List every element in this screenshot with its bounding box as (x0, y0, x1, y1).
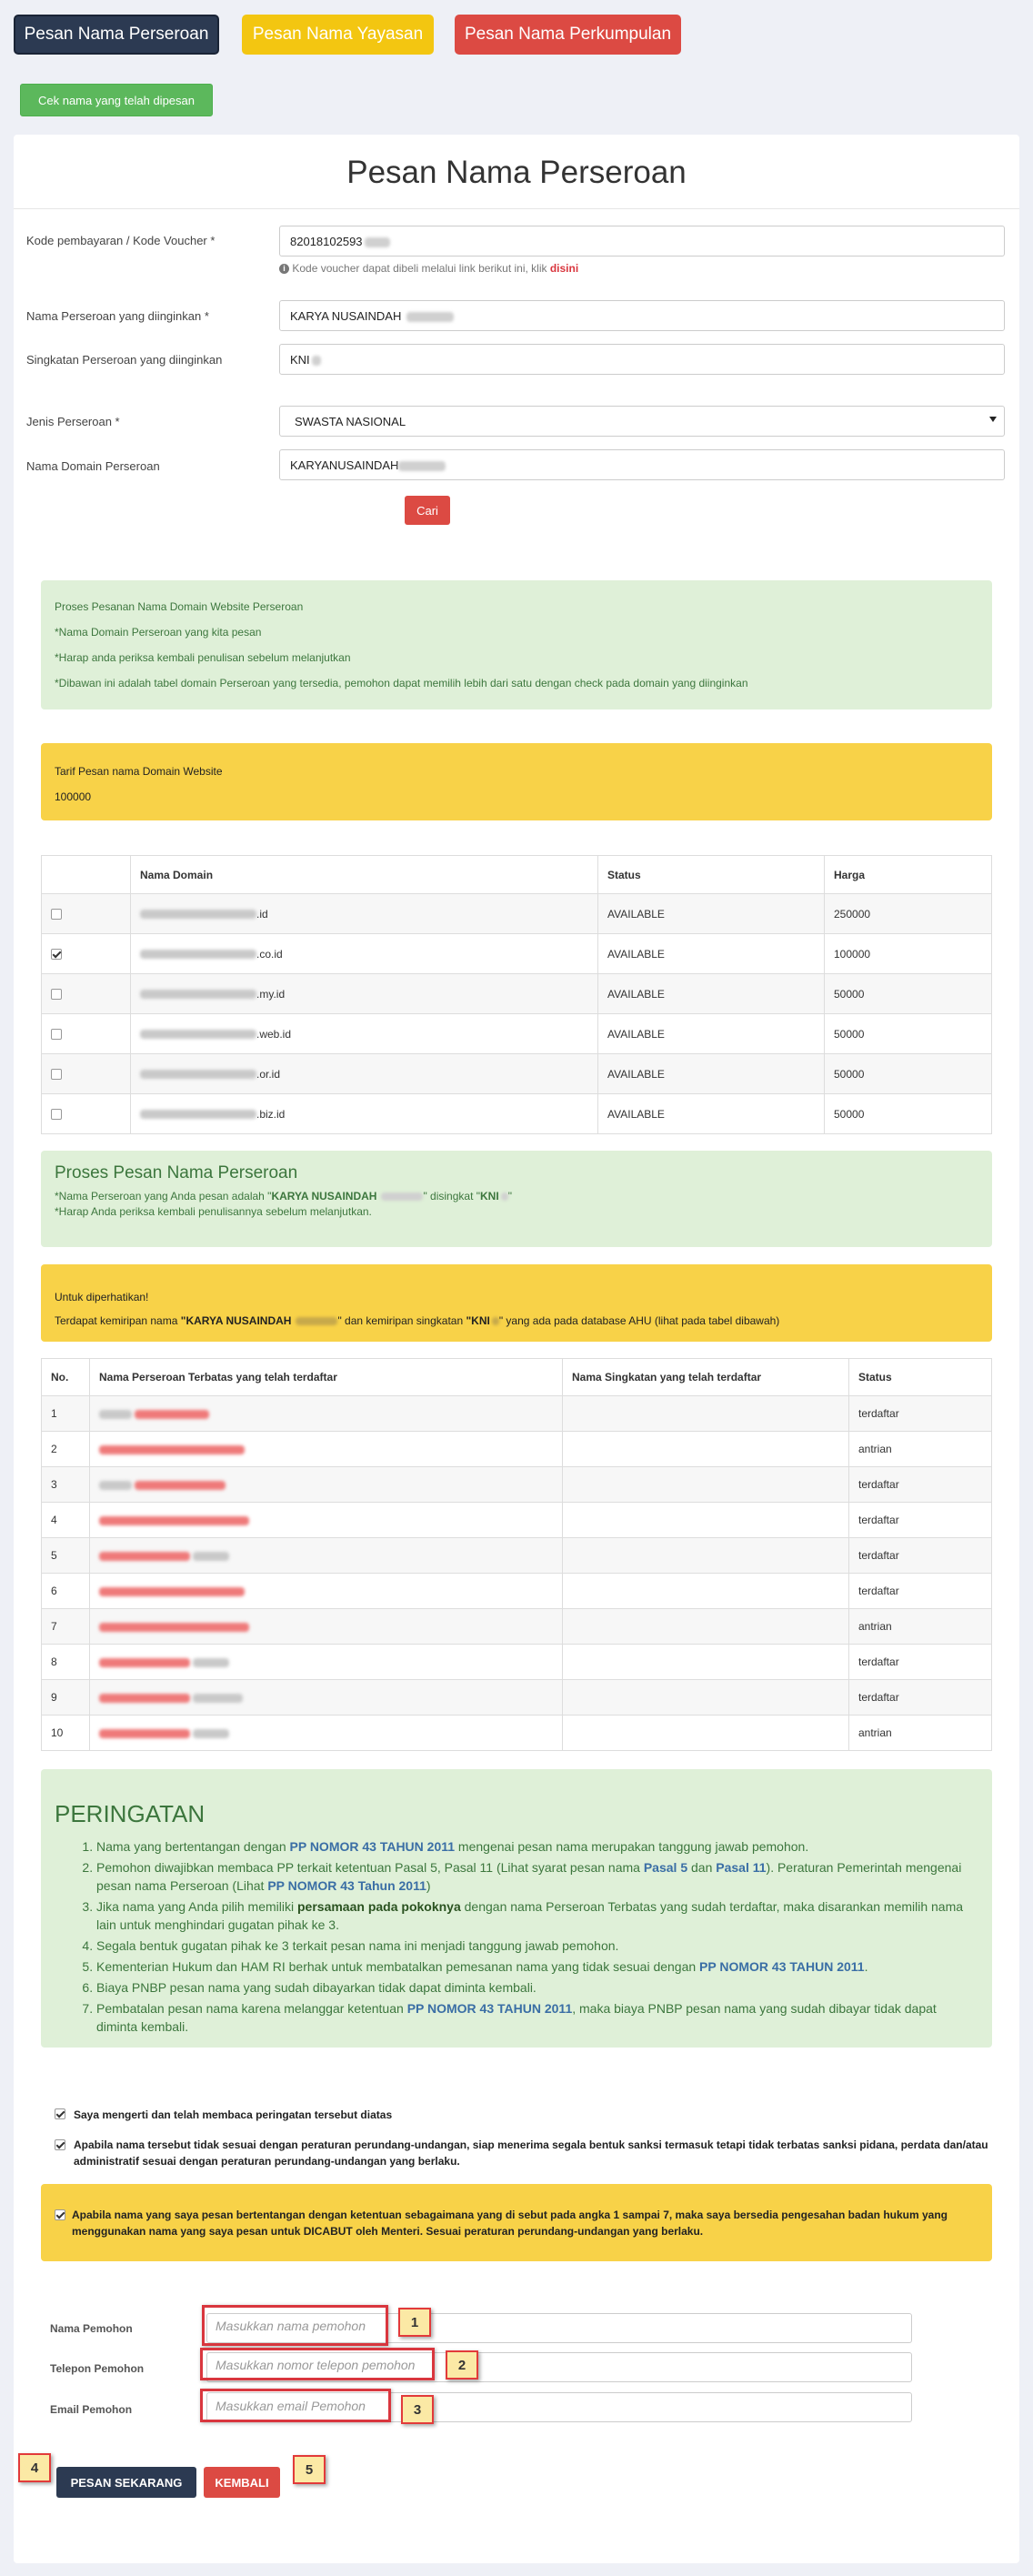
process-title: Proses Pesan Nama Perseroan (55, 1163, 298, 1182)
warning-item: 1. Nama yang bertentangan dengan PP NOMOR 43 TAHUN 2011 mengenai pesan nama merupakan tanggung jawab pemohon. (96, 1837, 978, 1856)
voucher-input[interactable] (279, 226, 1005, 257)
domain-price: 50000 (825, 1094, 992, 1134)
row-status: terdaftar (849, 1467, 992, 1503)
marker-3: 3 (401, 2395, 434, 2424)
domain-value: KARYANUSAINDAH (290, 458, 399, 472)
applicant-phone-label: Telepon Pemohon (50, 2362, 145, 2375)
warning-item: 5. Kementerian Hukum dan HAM RI berhak untuk membatalkan pemesanan nama yang tidak sesuai dengan PP NOMOR 43 TAHUN 2011. (96, 1957, 978, 1976)
agreement-3-checkbox[interactable] (55, 2209, 65, 2220)
table-row (42, 1574, 992, 1609)
domain-ext: .web.id (256, 1027, 292, 1041)
agreement-2-text: Apabila nama tersebut tidak sesuai dengan peraturan perundang-undangan, siap menerima segala bentuk sanksi termasuk tetapi tidak terbatas sanksi pidana, perdata dan/atau administratif sesuai dengan peraturan perundang-undangan yang berlaku. (74, 2138, 988, 2168)
domain-ext: .biz.id (256, 1107, 286, 1121)
domain-info-alert (41, 580, 992, 709)
process-line1 (55, 1189, 978, 1204)
agreement-1[interactable] (55, 2108, 982, 2121)
domain-status: AVAILABLE (598, 934, 825, 974)
company-type-label: Jenis Perseroan * (26, 415, 120, 428)
warning-item: 3. Jika nama yang Anda pilih memiliki persamaan pada pokoknya dengan nama Perseroan Terbatas yang sudah terdaftar, maka disarankan memilih nama lain untuk menghindari gugatan pihak ke 3. (96, 1897, 978, 1934)
marker-5: 5 (293, 2455, 326, 2484)
notice-text-b: " dan kemiripan singkatan (337, 1314, 466, 1327)
row-no: 5 (42, 1538, 90, 1574)
chevron-down-icon (989, 417, 997, 422)
row-status: antrian (849, 1716, 992, 1751)
table-row (42, 1396, 992, 1432)
company-name-input[interactable] (279, 300, 1005, 331)
search-button[interactable]: Cari (405, 496, 450, 525)
company-type-select[interactable] (279, 406, 1005, 437)
voucher-help-text: Kode voucher dapat dibeli melalui link berikut ini, klik (292, 262, 547, 275)
domain-ext: .my.id (256, 987, 286, 1001)
row-no: 7 (42, 1609, 90, 1645)
domain-ext: .co.id (256, 947, 283, 961)
similar-col-abbr: Nama Singkatan yang telah terdaftar (563, 1359, 849, 1396)
table-row (42, 1680, 992, 1716)
row-no: 4 (42, 1503, 90, 1538)
process-line1-mid: " disingkat " (423, 1190, 481, 1202)
agreement-3[interactable] (55, 2207, 981, 2239)
row-no: 9 (42, 1680, 90, 1716)
domain-info-line2: *Harap anda periksa kembali penulisan sebelum melanjutkan (55, 651, 351, 664)
domain-ext: .or.id (256, 1067, 281, 1081)
similar-names-table (41, 1358, 992, 1751)
warning-item: 7. Pembatalan pesan nama karena melanggar ketentuan PP NOMOR 43 TAHUN 2011, maka biaya PNBP pesan nama yang sudah dibayar tidak dapat diminta kembali. (96, 1999, 978, 2036)
tariff-label: Tarif Pesan nama Domain Website (55, 765, 223, 778)
tab-pesan-nama-perseroan[interactable]: Pesan Nama Perseroan (14, 15, 219, 55)
applicant-phone-placeholder: Masukkan nomor telepon pemohon (216, 2358, 416, 2372)
abbreviation-value: KNI (290, 353, 310, 367)
domain-table (41, 855, 992, 1134)
notice-text-a: Terdapat kemiripan nama (55, 1314, 181, 1327)
voucher-value: 82018102593 (290, 235, 363, 248)
table-row (42, 1538, 992, 1574)
row-status: terdaftar (849, 1574, 992, 1609)
table-row (42, 1609, 992, 1645)
row-no: 10 (42, 1716, 90, 1751)
notice-abbr: "KNI (466, 1314, 490, 1327)
domain-col-check (42, 856, 131, 894)
similar-col-status: Status (849, 1359, 992, 1396)
warning-alert (41, 1769, 992, 2048)
company-name-value: KARYA NUSAINDAH (290, 309, 402, 323)
domain-status: AVAILABLE (598, 974, 825, 1014)
row-status: terdaftar (849, 1645, 992, 1680)
company-name-label: Nama Perseroan yang diinginkan * (26, 309, 209, 323)
row-status: terdaftar (849, 1503, 992, 1538)
title-divider (14, 208, 1019, 209)
notice-text (55, 1309, 978, 1333)
agreement-3-text: Apabila nama yang saya pesan bertentangan dengan ketentuan sebagaimana yang di sebut pada angka 1 sampai 7, maka saya bersedia pengesahan badan hukum yang menggunakan nama yang saya pesan untuk DICABUT oleh Menteri. Sesuai peraturan perundang-undangan yang berlaku. (72, 2209, 948, 2238)
info-icon: i (279, 264, 289, 274)
notice-alert (41, 1264, 992, 1342)
submit-order-button[interactable]: PESAN SEKARANG (56, 2467, 196, 2498)
domain-checkbox[interactable] (51, 1109, 62, 1120)
domain-label: Nama Domain Perseroan (26, 459, 160, 473)
domain-info-title: Proses Pesanan Nama Domain Website Perseroan (55, 600, 304, 613)
applicant-name-label: Nama Pemohon (50, 2322, 133, 2335)
abbreviation-label: Singkatan Perseroan yang diinginkan (26, 353, 223, 367)
tab-pesan-nama-yayasan[interactable]: Pesan Nama Yayasan (242, 15, 434, 55)
agreement-3-alert (41, 2184, 992, 2261)
domain-status: AVAILABLE (598, 1094, 825, 1134)
page-title: Pesan Nama Perseroan (346, 155, 687, 190)
abbreviation-input[interactable] (279, 344, 1005, 375)
table-row (42, 1054, 992, 1094)
warning-title: PERINGATAN (55, 1800, 206, 1827)
domain-price: 250000 (825, 894, 992, 934)
row-no: 8 (42, 1645, 90, 1680)
notice-title: Untuk diperhatikan! (55, 1291, 149, 1303)
domain-status: AVAILABLE (598, 1014, 825, 1054)
domain-col-status: Status (598, 856, 825, 894)
agreement-2-checkbox[interactable] (55, 2139, 65, 2150)
voucher-label: Kode pembayaran / Kode Voucher * (26, 234, 216, 247)
process-line2: *Harap Anda periksa kembali penulisannya sebelum melanjutkan. (55, 1205, 372, 1218)
applicant-name-placeholder: Masukkan nama pemohon (216, 2319, 366, 2333)
row-no: 2 (42, 1432, 90, 1467)
row-no: 1 (42, 1396, 90, 1432)
tariff-value: 100000 (55, 790, 92, 803)
domain-checkbox[interactable] (51, 1029, 62, 1040)
notice-text-c: " yang ada pada database AHU (lihat pada tabel dibawah) (498, 1314, 780, 1327)
table-row (42, 1014, 992, 1054)
voucher-help-link[interactable]: disini (549, 262, 579, 275)
check-reserved-names-button[interactable]: Cek nama yang telah dipesan (20, 84, 213, 116)
voucher-help (279, 262, 578, 275)
warning-item: 6. Biaya PNBP pesan nama yang sudah dibayarkan tidak dapat diminta kembali. (96, 1978, 978, 1997)
row-status: antrian (849, 1609, 992, 1645)
domain-ext: .id (256, 907, 268, 921)
row-status: terdaftar (849, 1538, 992, 1574)
marker-1: 1 (398, 2308, 431, 2337)
domain-info-line3: *Dibawan ini adalah tabel domain Perseroan yang tersedia, pemohon dapat memilih lebih dari satu dengan check pada domain yang diinginkan (55, 677, 748, 689)
applicant-email-placeholder: Masukkan email Pemohon (216, 2399, 366, 2413)
row-no: 6 (42, 1574, 90, 1609)
back-button[interactable]: KEMBALI (204, 2467, 280, 2498)
marker-2: 2 (446, 2350, 478, 2380)
table-row (42, 1094, 992, 1134)
process-line1-text: *Nama Perseroan yang Anda pesan adalah " (55, 1190, 272, 1202)
marker-4: 4 (18, 2453, 51, 2482)
warning-item: 4. Segala bentuk gugatan pihak ke 3 terkait pesan nama ini menjadi tanggung jawab pemohon. (96, 1937, 978, 1955)
row-status: antrian (849, 1432, 992, 1467)
table-row (42, 1432, 992, 1467)
table-row (42, 974, 992, 1014)
table-row (42, 1716, 992, 1751)
applicant-email-label: Email Pemohon (50, 2403, 133, 2416)
process-line1-end: " (507, 1190, 512, 1202)
row-status: terdaftar (849, 1680, 992, 1716)
domain-col-name: Nama Domain (131, 856, 598, 894)
domain-price: 50000 (825, 1014, 992, 1054)
tab-pesan-nama-perkumpulan[interactable]: Pesan Nama Perkumpulan (455, 15, 681, 55)
domain-status: AVAILABLE (598, 1054, 825, 1094)
process-abbr: KNI (480, 1190, 499, 1202)
row-no: 3 (42, 1467, 90, 1503)
process-alert (41, 1151, 992, 1247)
process-name: KARYA NUSAINDAH (271, 1190, 377, 1202)
table-row (42, 1467, 992, 1503)
domain-checkbox[interactable] (51, 989, 62, 1000)
company-type-value: SWASTA NASIONAL (295, 415, 406, 428)
table-row (42, 1503, 992, 1538)
row-status: terdaftar (849, 1396, 992, 1432)
domain-col-price: Harga (825, 856, 992, 894)
domain-price: 50000 (825, 1054, 992, 1094)
domain-info-line1: *Nama Domain Perseroan yang kita pesan (55, 626, 262, 639)
domain-price: 100000 (825, 934, 992, 974)
domain-price: 50000 (825, 974, 992, 1014)
table-row (42, 894, 992, 934)
similar-col-no: No. (42, 1359, 90, 1396)
table-row (42, 934, 992, 974)
agreement-1-text: Saya mengerti dan telah membaca peringatan tersebut diatas (74, 2108, 393, 2121)
agreement-2[interactable] (55, 2137, 991, 2169)
notice-name: "KARYA NUSAINDAH (180, 1314, 292, 1327)
agreement-1-checkbox[interactable] (55, 2108, 65, 2119)
domain-checkbox[interactable] (51, 949, 62, 960)
domain-checkbox[interactable] (51, 909, 62, 920)
warning-item: 2. Pemohon diwajibkan membaca PP terkait ketentuan Pasal 5, Pasal 11 (Lihat syarat pesan nama Pasal 5 dan Pasal 11). Peraturan Pemerintah mengenai pesan nama Perseroan (Lihat PP NOMOR 43 Tahun 2011) (96, 1858, 978, 1895)
tariff-alert (41, 743, 992, 820)
domain-input[interactable] (279, 449, 1005, 480)
domain-status: AVAILABLE (598, 894, 825, 934)
table-row (42, 1645, 992, 1680)
domain-checkbox[interactable] (51, 1069, 62, 1080)
similar-col-name: Nama Perseroan Terbatas yang telah terdaftar (90, 1359, 563, 1396)
